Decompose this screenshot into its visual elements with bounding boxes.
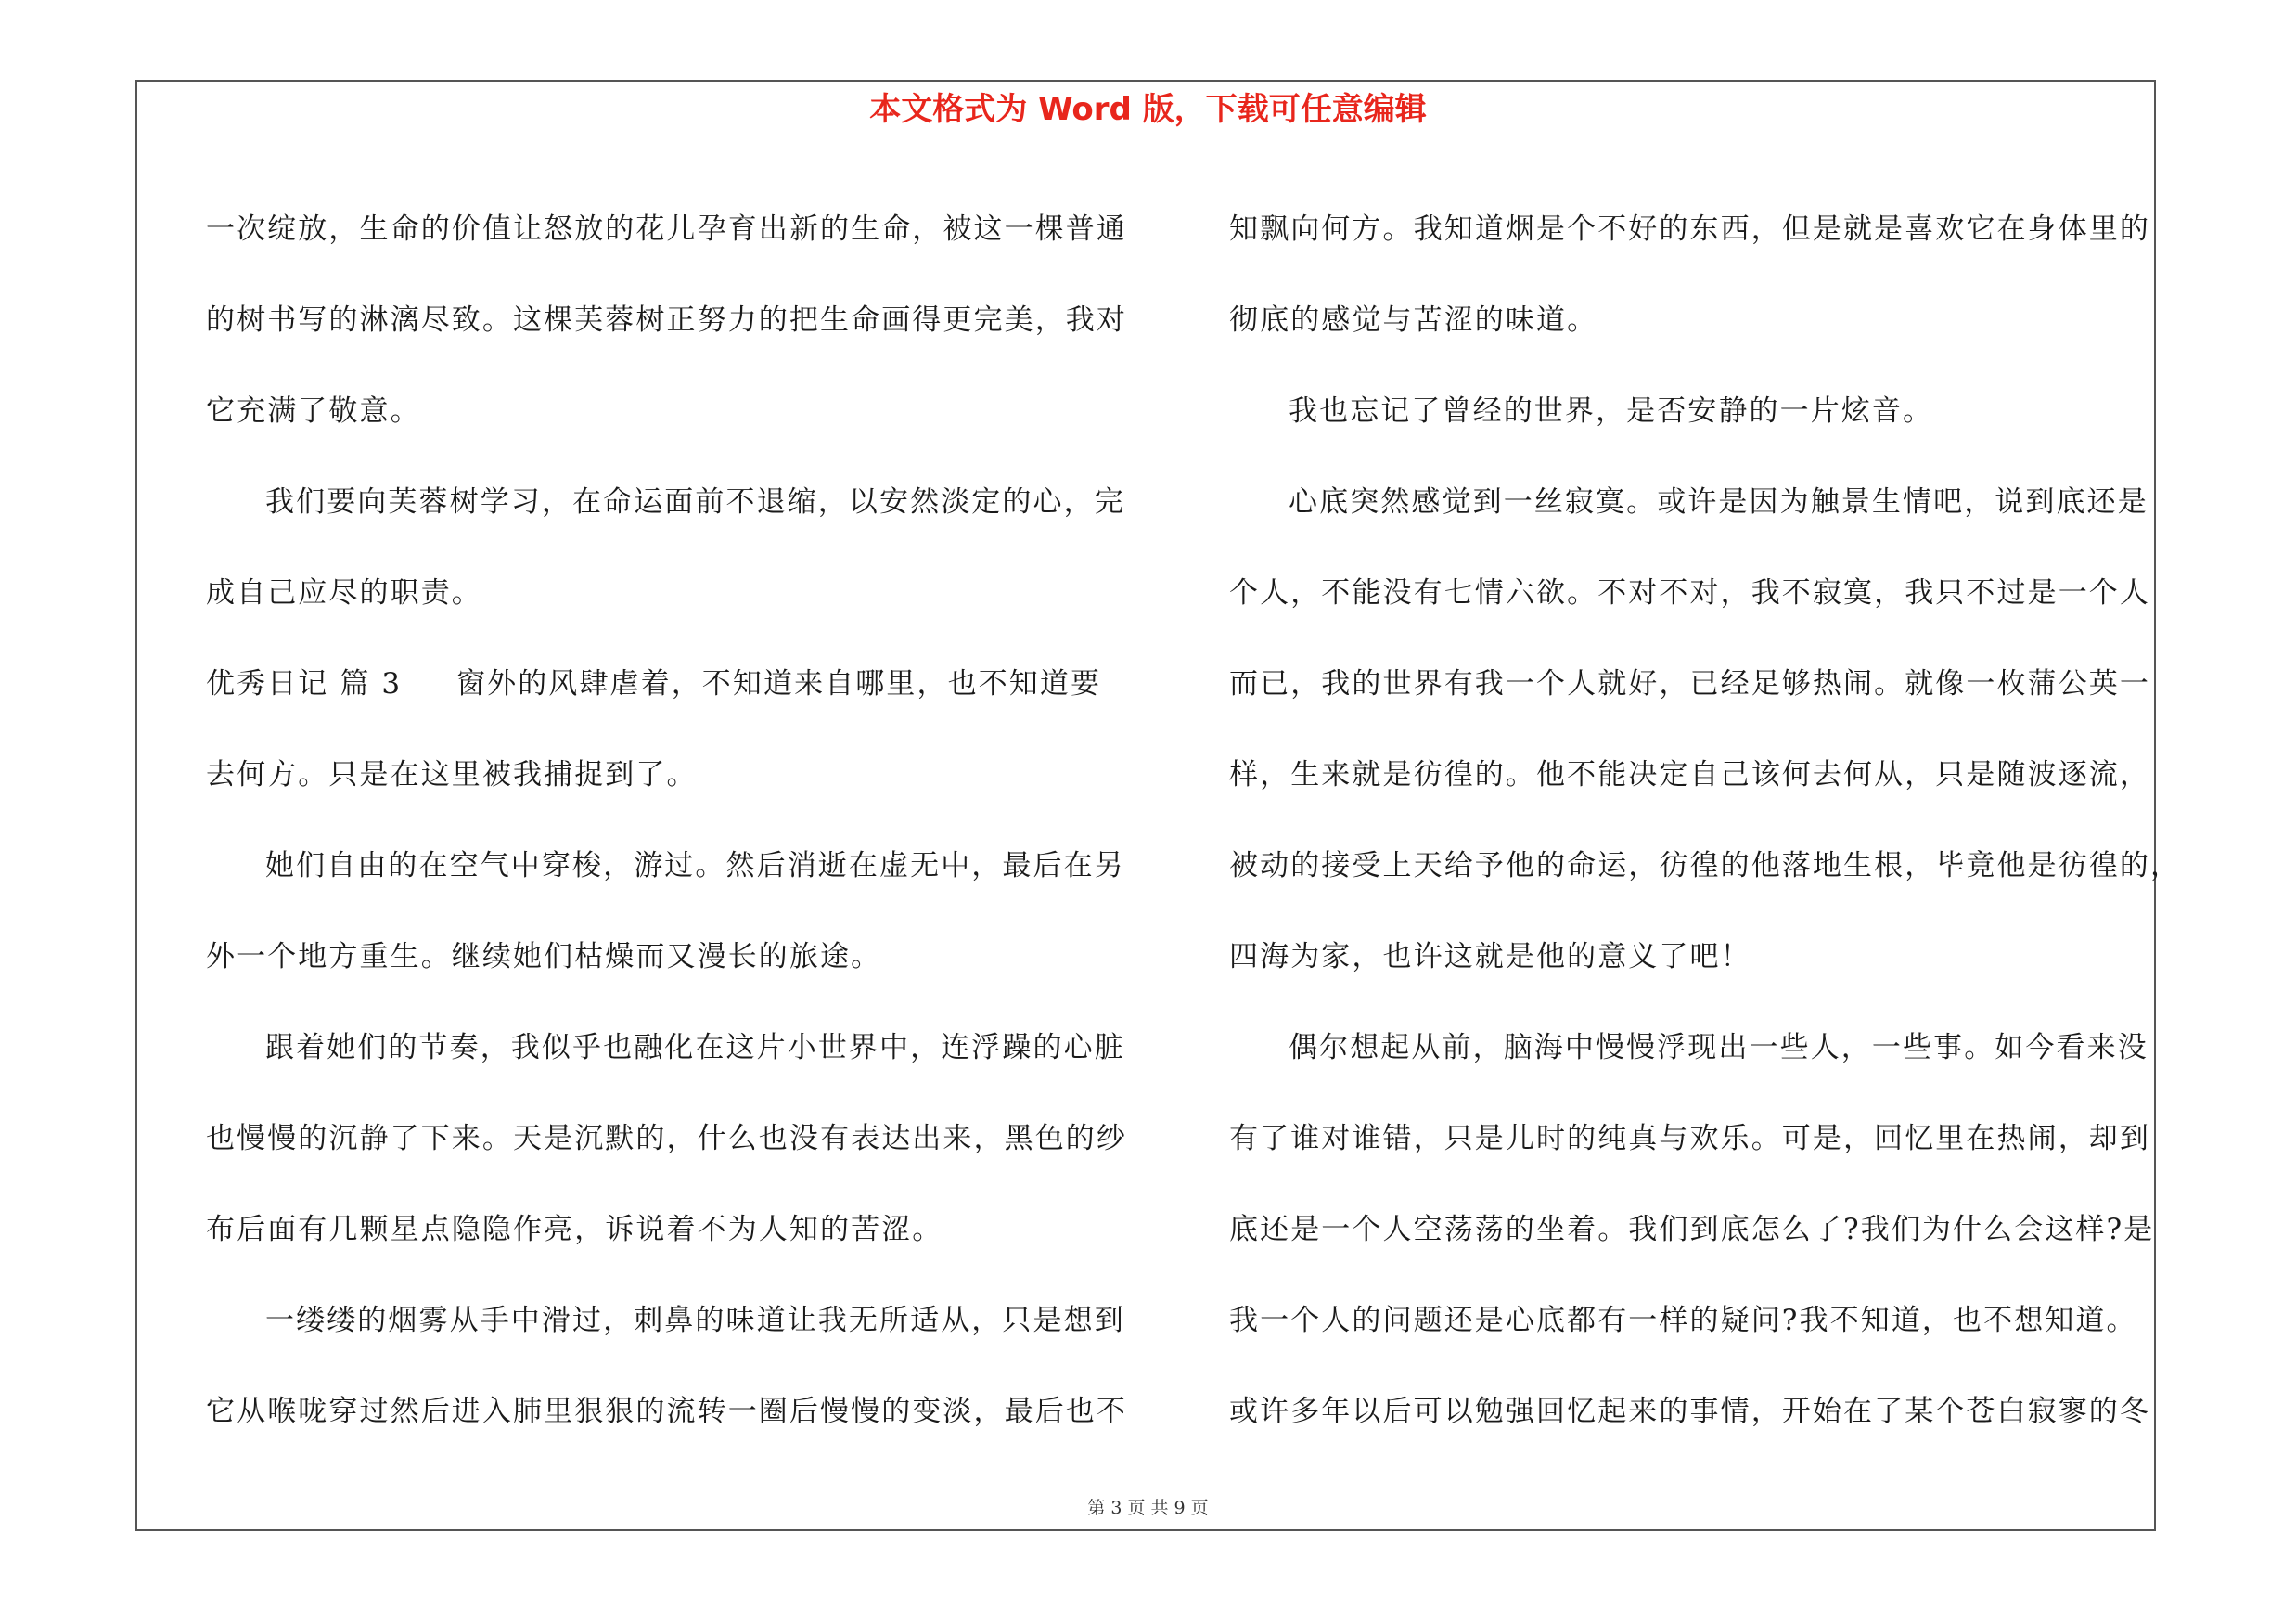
text-line: 一次绽放，生命的价值让怒放的花儿孕育出新的生命，被这一棵普通 bbox=[206, 213, 1127, 246]
page-number: 第 3 页 共 9 页 bbox=[1087, 1498, 1209, 1518]
text-line: 偶尔想起从前，脑海中慢慢浮现出一些人，一些事。如今看来没 bbox=[1289, 1031, 2148, 1064]
text-line: 它充满了敬意。 bbox=[206, 394, 421, 428]
text-line: 它从喉咙穿过然后进入肺里狠狠的流转一圈后慢慢的变淡，最后也不 bbox=[206, 1395, 1127, 1428]
text-line: 我们要向芙蓉树学习，在命运面前不退缩，以安然淡定的心，完 bbox=[265, 485, 1125, 519]
text-line: 样，生来就是彷徨的。他不能决定自己该何去何从，只是随波逐流， bbox=[1229, 758, 2150, 792]
header-banner: 本文格式为 Word 版，下载可任意编辑 bbox=[869, 91, 1427, 128]
text-line: 也慢慢的沉静了下来。天是沉默的，什么也没有表达出来，黑色的纱 bbox=[206, 1122, 1127, 1155]
text-line: 被动的接受上天给予他的命运，彷徨的他落地生根，毕竟他是彷徨的， bbox=[1229, 849, 2182, 882]
text-line: 我一个人的问题还是心底都有一样的疑问?我不知道，也不想知道。 bbox=[1229, 1304, 2137, 1337]
entry-heading-line bbox=[206, 638, 1134, 729]
entry-title: 优秀日记 篇 3 bbox=[206, 667, 403, 701]
text-line: 去何方。只是在这里被我捕捉到了。 bbox=[206, 758, 698, 792]
text-line: 布后面有几颗星点隐隐作亮，诉说着不为人知的苦涩。 bbox=[206, 1213, 943, 1246]
text-line: 成自己应尽的职责。 bbox=[206, 576, 482, 610]
text-line: 底还是一个人空荡荡的坐着。我们到底怎么了?我们为什么会这样?是 bbox=[1229, 1213, 2155, 1246]
text-line: 而已，我的世界有我一个人就好，已经足够热闹。就像一枚蒲公英一 bbox=[1229, 667, 2150, 701]
text-line: 窗外的风肆虐着，不知道来自哪里，也不知道要 bbox=[456, 667, 1102, 701]
text-line: 知飘向何方。我知道烟是个不好的东西，但是就是喜欢它在身体里的 bbox=[1229, 213, 2150, 246]
text-line: 的树书写的淋漓尽致。这棵芙蓉树正努力的把生命画得更完美，我对 bbox=[206, 303, 1127, 337]
text-line: 外一个地方重生。继续她们枯燥而又漫长的旅途。 bbox=[206, 940, 882, 973]
right-column bbox=[1229, 184, 2182, 1457]
text-line: 跟着她们的节奏，我似乎也融化在这片小世界中，连浮躁的心脏 bbox=[265, 1031, 1125, 1064]
text-line: 我也忘记了曾经的世界，是否安静的一片炫音。 bbox=[1289, 394, 1934, 428]
text-line: 一缕缕的烟雾从手中滑过，刺鼻的味道让我无所适从，只是想到 bbox=[265, 1304, 1125, 1337]
text-line: 彻底的感觉与苦涩的味道。 bbox=[1229, 303, 1598, 337]
text-line: 个人，不能没有七情六欲。不对不对，我不寂寞，我只不过是一个人 bbox=[1229, 576, 2150, 610]
text-line: 有了谁对谁错，只是儿时的纯真与欢乐。可是，回忆里在热闹，却到 bbox=[1229, 1122, 2150, 1155]
text-line: 或许多年以后可以勉强回忆起来的事情，开始在了某个苍白寂寥的冬 bbox=[1229, 1395, 2150, 1428]
left-column bbox=[206, 184, 1134, 1457]
text-line: 心底突然感觉到一丝寂寞。或许是因为触景生情吧，说到底还是 bbox=[1289, 485, 2148, 519]
text-line: 她们自由的在空气中穿梭，游过。然后消逝在虚无中，最后在另 bbox=[265, 849, 1125, 882]
text-line: 四海为家，也许这就是他的意义了吧！ bbox=[1229, 940, 1751, 973]
